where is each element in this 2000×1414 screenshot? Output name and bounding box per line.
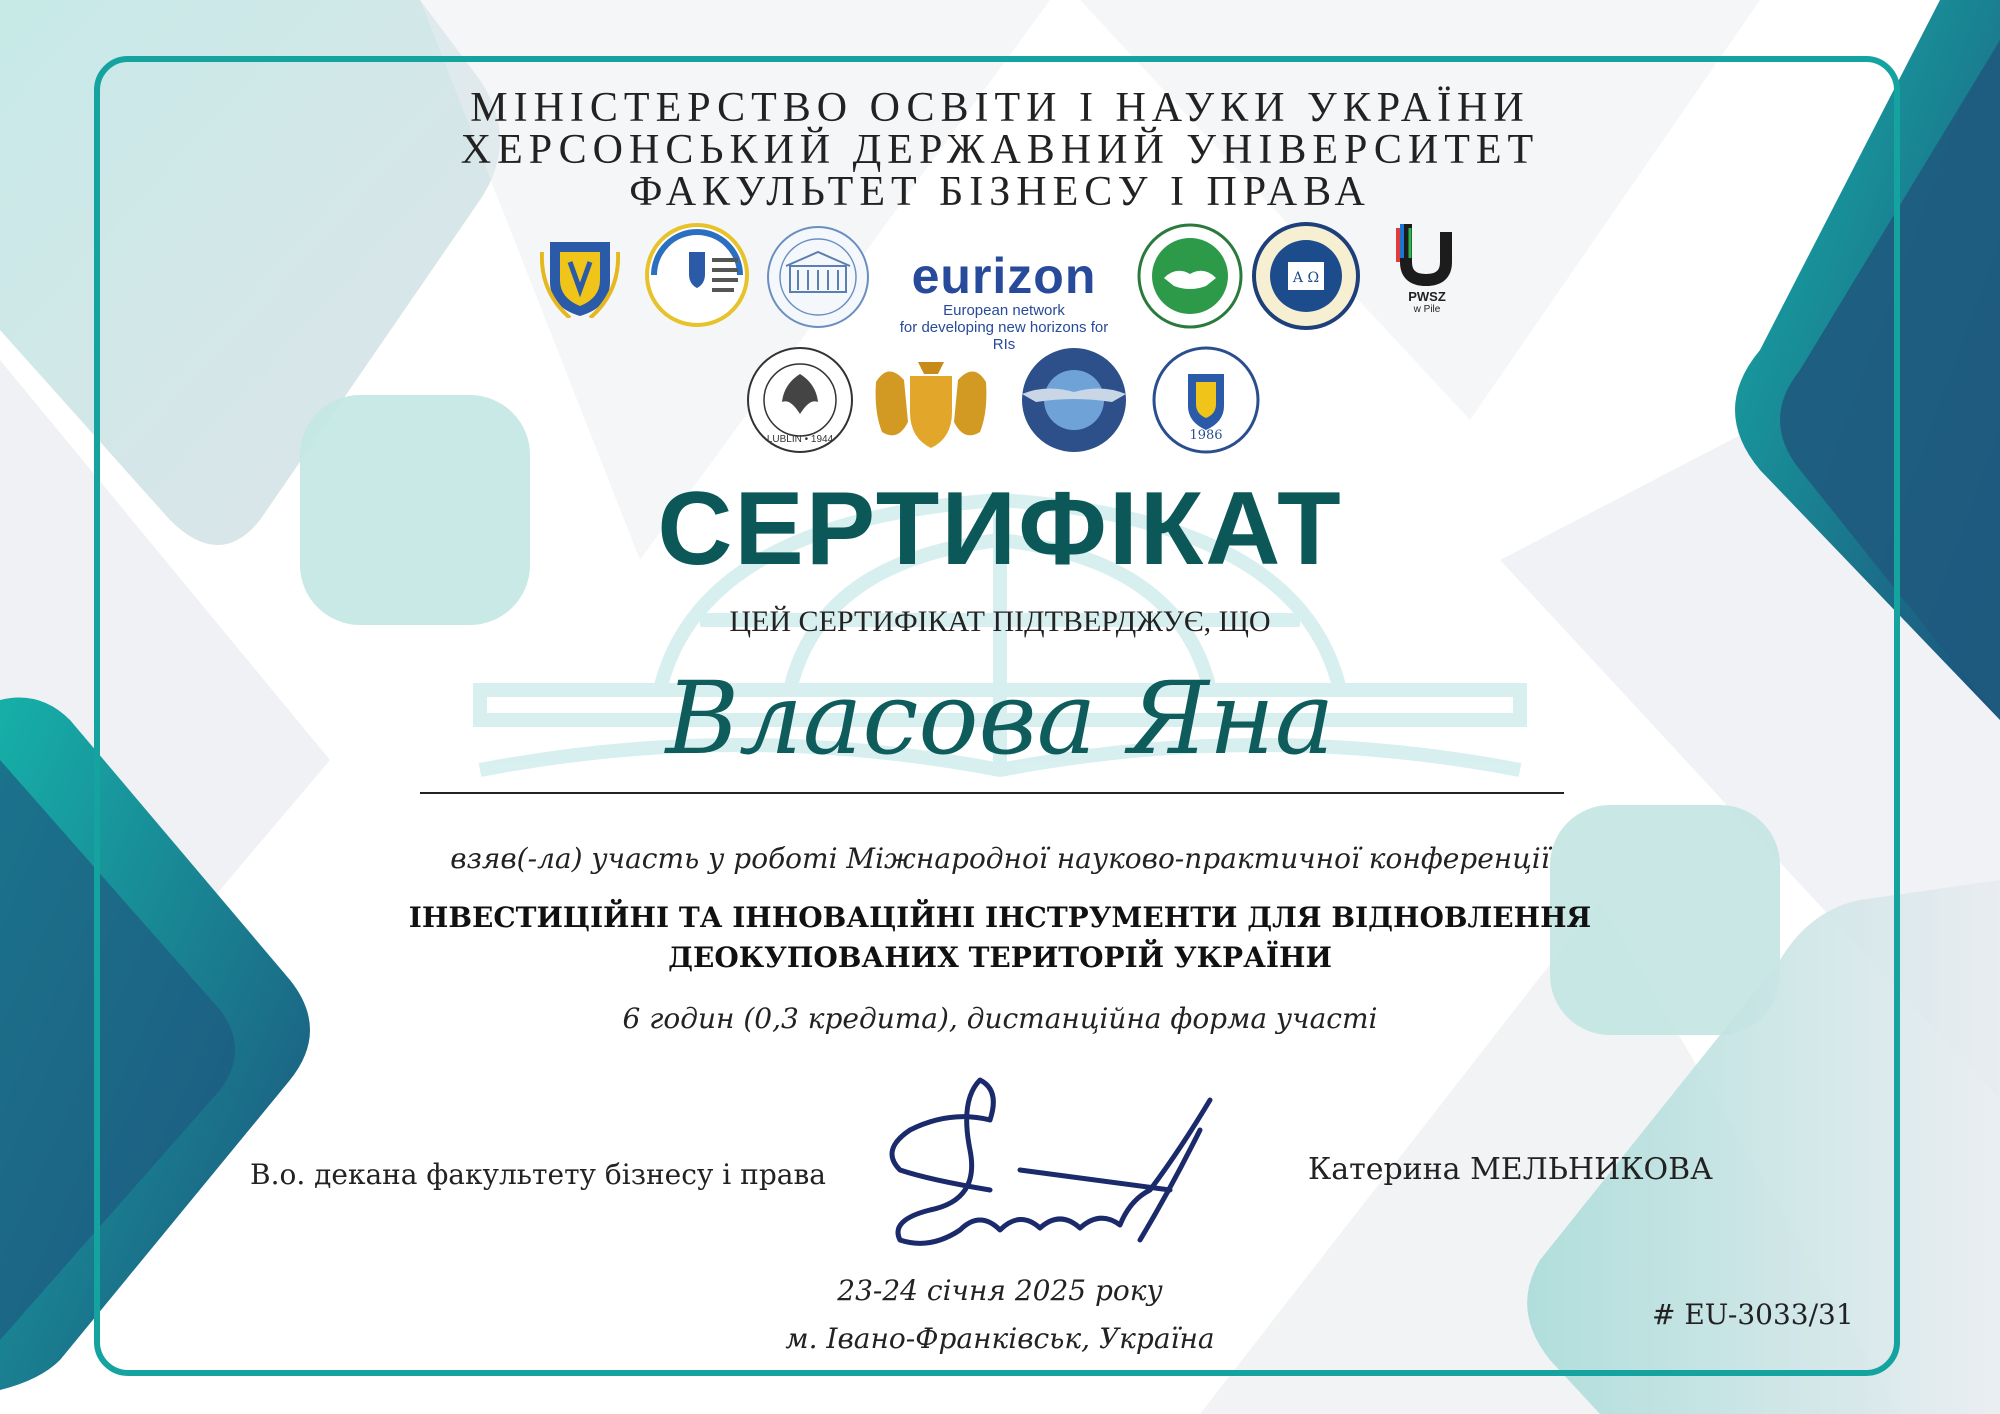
aviation-university-logo [1016,344,1132,456]
national-university-logo [1250,222,1362,330]
skovoroda-year: 1986 [1189,428,1223,443]
name-underline [420,792,1564,794]
event-place: м. Івано-Франківськ, Україна [785,1322,1215,1355]
header-faculty: ФАКУЛЬТЕТ БІЗНЕСУ І ПРАВА [629,169,1371,215]
certificate-number: # EU-3033/31 [1652,1298,1854,1331]
event-date: 23-24 січня 2025 року [837,1274,1163,1307]
hours-text: 6 годин (0,3 кредита), дистанційна форма участі [622,1002,1378,1035]
certificate-subtitle: ЦЕЙ СЕРТИФІКАТ ПІДТВЕРДЖУЄ, ЩО [729,605,1271,638]
header-ministry: МІНІСТЕРСТВО ОСВІТИ І НАУКИ УКРАЇНИ [470,85,1530,131]
signer-position: В.о. декана факультету бізнесу і права [250,1158,826,1191]
conference-title-line-2: ДЕОКУПОВАНИХ ТЕРИТОРІЙ УКРАЇНИ [668,941,1332,974]
regional-administration-logo [644,222,750,328]
pwsz-subname: w Pile [1413,304,1441,315]
lublin-university-logo [740,344,860,456]
eurizon-tagline-2: for developing new horizons for RIs [899,319,1109,353]
eurizon-logo [888,248,1120,353]
svg-text:Α Ω: Α Ω [1292,270,1320,286]
participation-text: взяв(-ла) участь у роботі Міжнародної науково-практичної конференції [450,842,1550,875]
conference-title [0,898,2000,978]
faculty-business-law-logo [1136,222,1244,330]
kherson-state-university-logo [762,224,874,330]
signer-name: Катерина МЕЛЬНИКОВА [1308,1152,1713,1187]
pwsz-logo-mark [1392,218,1462,288]
pwsz-logo-text [1392,290,1462,316]
eurizon-wordmark: eurizon [911,248,1097,304]
eurizon-tagline-1: European network [943,302,1065,319]
kherson-coat-of-arms-logo [540,232,620,318]
certificate-title: СЕРТИФІКАТ [657,471,1343,587]
header-university: ХЕРСОНСЬКИЙ ДЕРЖАВНИЙ УНІВЕРСИТЕТ [460,127,1540,173]
lublin-year: LUBLIN • 1944 [766,434,834,445]
pwsz-name: PWSZ [1408,289,1446,304]
handwritten-signature [870,1060,1230,1260]
recipient-name: Власова Яна [665,660,1335,777]
skovoroda-university-logo [1148,344,1264,456]
lions-crest-logo [868,352,994,452]
conference-title-line-1: ІНВЕСТИЦІЙНІ ТА ІННОВАЦІЙНІ ІНСТРУМЕНТИ ДЛЯ ВІДНОВЛЕННЯ [408,901,1592,934]
